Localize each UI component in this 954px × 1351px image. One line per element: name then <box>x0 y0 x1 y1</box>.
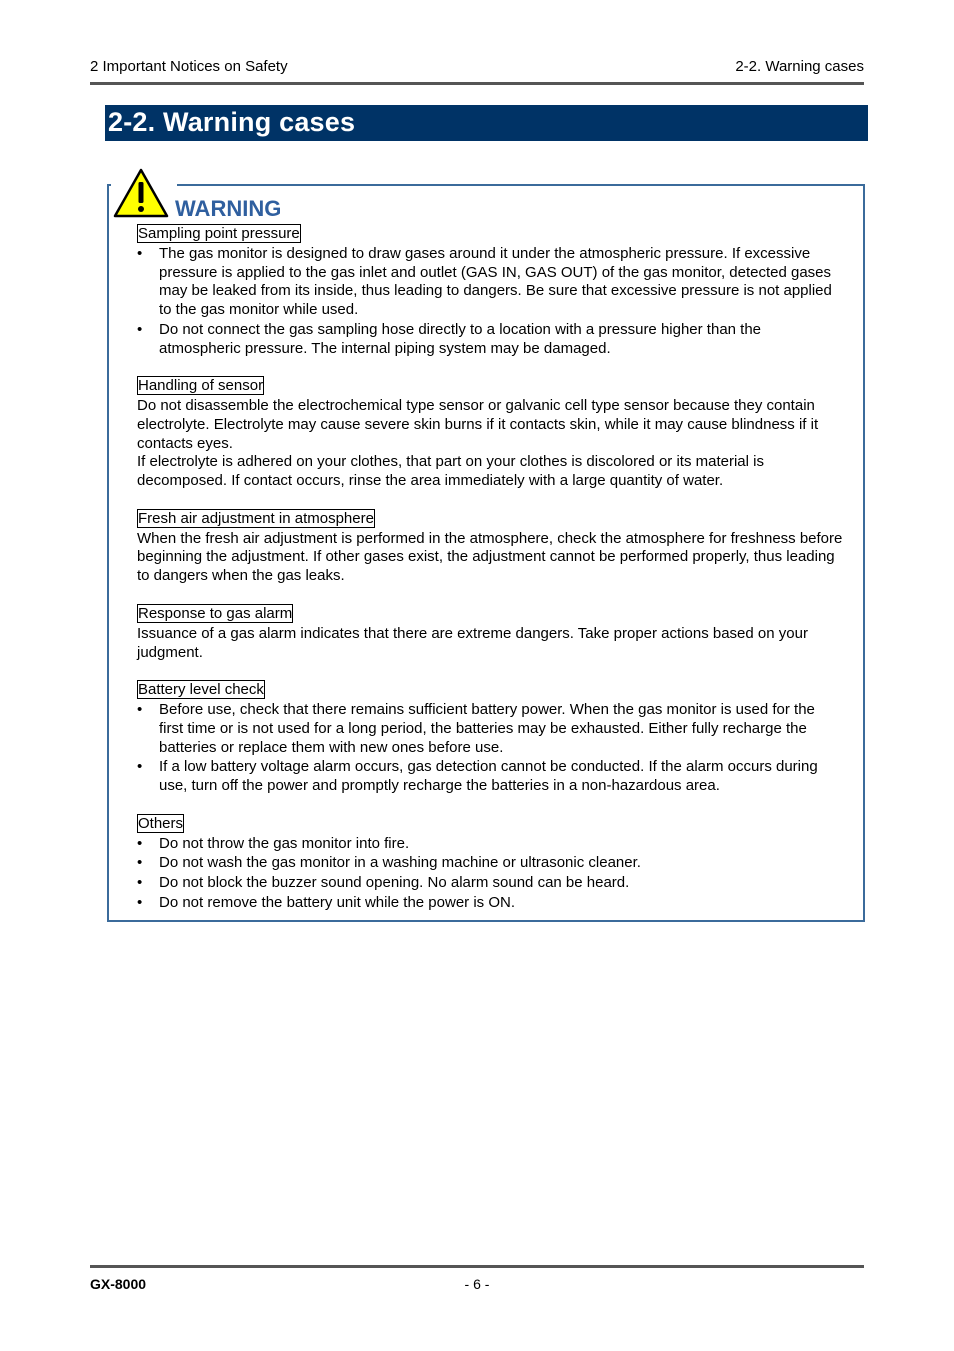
section-response-to-gas-alarm <box>137 604 843 662</box>
bullet-list <box>137 245 843 358</box>
list-item: • Before use, check that there remains sufficient battery power. When the gas monitor is used for the first time or is not used for a long period, the batteries may be exhausted. Either fully recharge the batteries or replace them with new ones before use. <box>137 701 843 757</box>
header-divider <box>90 82 864 85</box>
list-item: • Do not throw the gas monitor into fire. <box>137 835 843 854</box>
bullet-list <box>137 835 843 913</box>
section-title-bar <box>105 105 868 141</box>
section-heading: Battery level check <box>138 681 264 699</box>
paragraph: When the fresh air adjustment is performed in the atmosphere, check the atmosphere for freshness before beginning the adjustment. If other gases exist, the adjustment cannot be performed properly, thus leading to dangers when the gas leaks. <box>137 529 843 585</box>
section-others <box>137 814 843 913</box>
list-item: • The gas monitor is designed to draw gases around it under the atmospheric pressure. If excessive pressure is applied to the gas inlet and outlet (GAS IN, GAS OUT) of the gas monitor, detected gases may be leaked from its inside, thus leading to dangers. Be sure that excessive pressure is not applied to the gas monitor while used. <box>137 245 843 320</box>
running-header-section: 2-2. Warning cases <box>735 58 864 75</box>
section-fresh-air-adjustment <box>137 509 843 586</box>
paragraph: If electrolyte is adhered on your clothes, that part on your clothes is discolored or its material is decomposed. If contact occurs, rinse the area immediately with a large quantity of water. <box>137 453 764 490</box>
section-heading: Handling of sensor <box>138 377 264 395</box>
footer-model: GX-8000 <box>90 1276 147 1292</box>
list-item: • Do not block the buzzer sound opening. No alarm sound can be heard. <box>137 874 843 893</box>
section-heading: Response to gas alarm <box>138 604 293 622</box>
list-item: • If a low battery voltage alarm occurs, gas detection cannot be conducted. If the alarm occurs during use, turn off the power and promptly recharge the batteries in a non-hazardous area. <box>137 758 843 795</box>
warning-content <box>137 224 843 931</box>
list-item: • Do not connect the gas sampling hose directly to a location with a pressure higher than the atmospheric pressure. The internal piping system may be damaged. <box>137 321 843 358</box>
list-item: • Do not wash the gas monitor in a washing machine or ultrasonic cleaner. <box>137 854 843 873</box>
warning-triangle-icon <box>113 168 169 218</box>
section-handling-of-sensor <box>137 376 843 491</box>
section-heading: Sampling point pressure <box>138 225 300 242</box>
running-header-chapter: 2 Important Notices on Safety <box>90 58 288 75</box>
list-item: • Do not remove the battery unit while the power is ON. <box>137 894 843 913</box>
section-sampling-point-pressure <box>137 224 843 358</box>
bullet-list <box>137 701 843 796</box>
section-heading: Fresh air adjustment in atmosphere <box>138 509 374 527</box>
warning-label: WARNING <box>175 196 285 222</box>
page-title: 2-2. Warning cases <box>108 107 356 137</box>
paragraph: Do not disassemble the electrochemical type sensor or galvanic cell type sensor because they contain electrolyte. Electrolyte may cause severe skin burns if it contacts skin, while it may cause blindness if it contacts eyes. <box>137 397 819 452</box>
page-number: - 6 - <box>464 1276 490 1292</box>
section-heading: Others <box>138 814 184 832</box>
footer-divider <box>90 1265 864 1268</box>
paragraph: Issuance of a gas alarm indicates that there are extreme dangers. Take proper actions based on your judgment. <box>137 624 808 661</box>
section-battery-level-check <box>137 680 843 796</box>
